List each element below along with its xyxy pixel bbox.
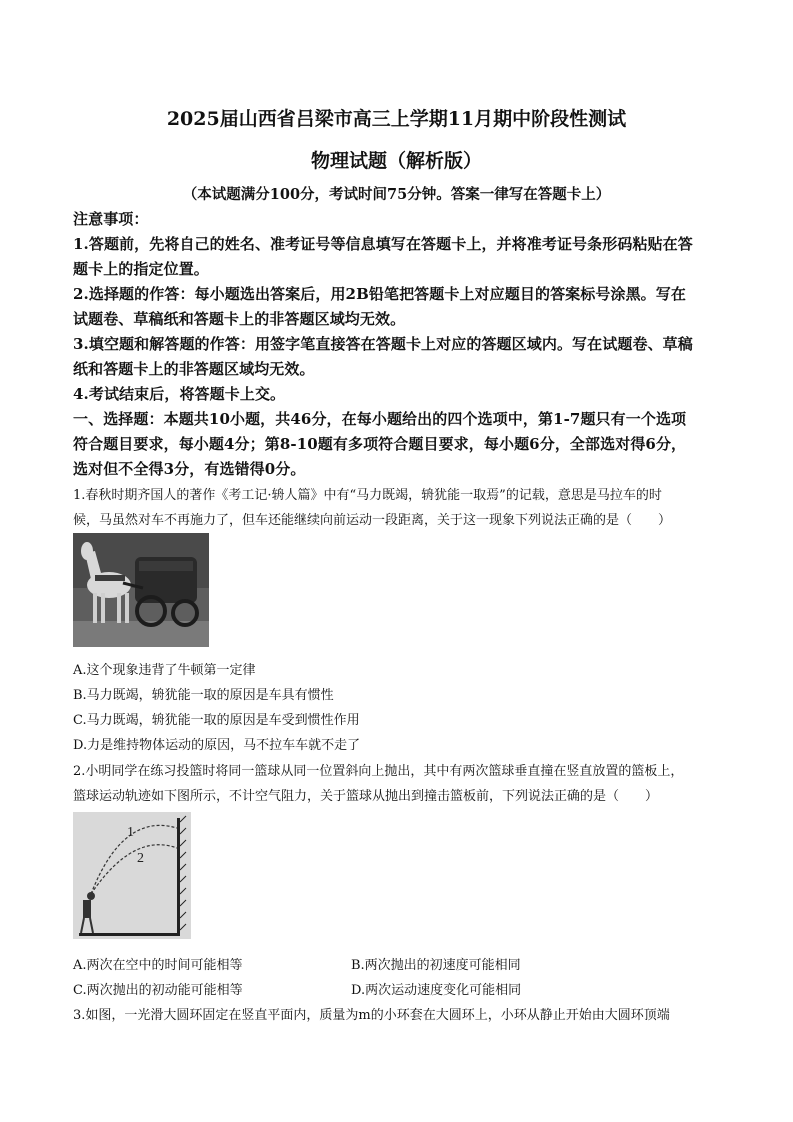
notice-line: 4.考试结束后，将答题卡上交。: [73, 385, 286, 403]
exam-title: 2025届山西省吕梁市高三上学期11月期中阶段性测试: [166, 108, 627, 130]
section-heading-line: 一、选择题：本题共10小题，共46分，在每小题给出的四个选项中，第1-7题只有一个选项: [73, 410, 687, 428]
trajectory-label-1: 1: [127, 825, 134, 840]
trajectory-label-2: 2: [137, 851, 144, 866]
q2-option-d: D.两次运动速度变化可能相同: [351, 983, 522, 998]
trajectory-diagram: [73, 812, 191, 939]
horse-cart-illustration: [73, 533, 209, 647]
basketball-trajectory-figure: [73, 812, 191, 939]
q1-option-c: C.马力既竭，辀犹能一取的原因是车受到惯性作用: [73, 713, 360, 728]
exam-info: （本试题满分100分，考试时间75分钟。答案一律写在答题卡上）: [182, 186, 611, 203]
notice-line: 1.答题前，先将自己的姓名、准考证号等信息填写在答题卡上，并将准考证号条形码粘贴在答: [73, 235, 693, 253]
q1-option-a: A.这个现象违背了牛顿第一定律: [73, 663, 256, 678]
horse-cart-photo: [73, 533, 209, 647]
section-heading-line: 符合题目要求，每小题4分；第8-10题有多项符合题目要求，每小题6分，全部选对得6分，: [73, 435, 687, 453]
q2-stem-line: 2.小明同学在练习投篮时将同一篮球从同一位置斜向上抛出，其中有两次篮球垂直撞在竖直放置的篮板上，: [73, 764, 684, 779]
q1-stem-line: 候，马虽然对车不再施力了，但车还能继续向前运动一段距离，关于这一现象下列说法正确的是（ ）: [73, 513, 672, 528]
q2-option-c: C.两次抛出的初动能可能相等: [73, 983, 243, 998]
notice-line: 试题卷、草稿纸和答题卡上的非答题区域均无效。: [73, 310, 406, 328]
notice-line: 3.填空题和解答题的作答：用签字笔直接答在答题卡上对应的答题区域内。写在试题卷、草稿: [73, 335, 693, 353]
exam-subtitle: 物理试题（解析版）: [310, 150, 482, 172]
notice-line: 2.选择题的作答：每小题选出答案后，用2B铅笔把答题卡上对应题目的答案标号涂黑。写在: [73, 285, 686, 303]
notice-line: 纸和答题卡上的非答题区域均无效。: [73, 360, 315, 378]
q3-stem-line: 3.如图，一光滑大圆环固定在竖直平面内，质量为m的小环套在大圆环上，小环从静止开始由大圆环顶端: [73, 1008, 670, 1023]
q1-stem-line: 1.春秋时期齐国人的著作《考工记·辀人篇》中有“马力既竭，辀犹能一取焉”的记载，意思是马拉车的时: [73, 488, 662, 503]
notice-heading: 注意事项：: [73, 210, 149, 228]
q2-stem-line: 篮球运动轨迹如下图所示，不计空气阻力，关于篮球从抛出到撞击篮板前，下列说法正确的是（ ）: [73, 789, 659, 804]
notice-line: 题卡上的指定位置。: [73, 260, 209, 278]
q2-option-b: B.两次抛出的初速度可能相同: [351, 958, 521, 973]
q1-option-b: B.马力既竭，辀犹能一取的原因是车具有惯性: [73, 688, 334, 703]
q2-option-a: A.两次在空中的时间可能相等: [73, 958, 243, 973]
q1-option-d: D.力是维持物体运动的原因，马不拉车车就不走了: [73, 738, 361, 753]
section-heading-line: 选对但不全得3分，有选错得0分。: [73, 460, 306, 478]
